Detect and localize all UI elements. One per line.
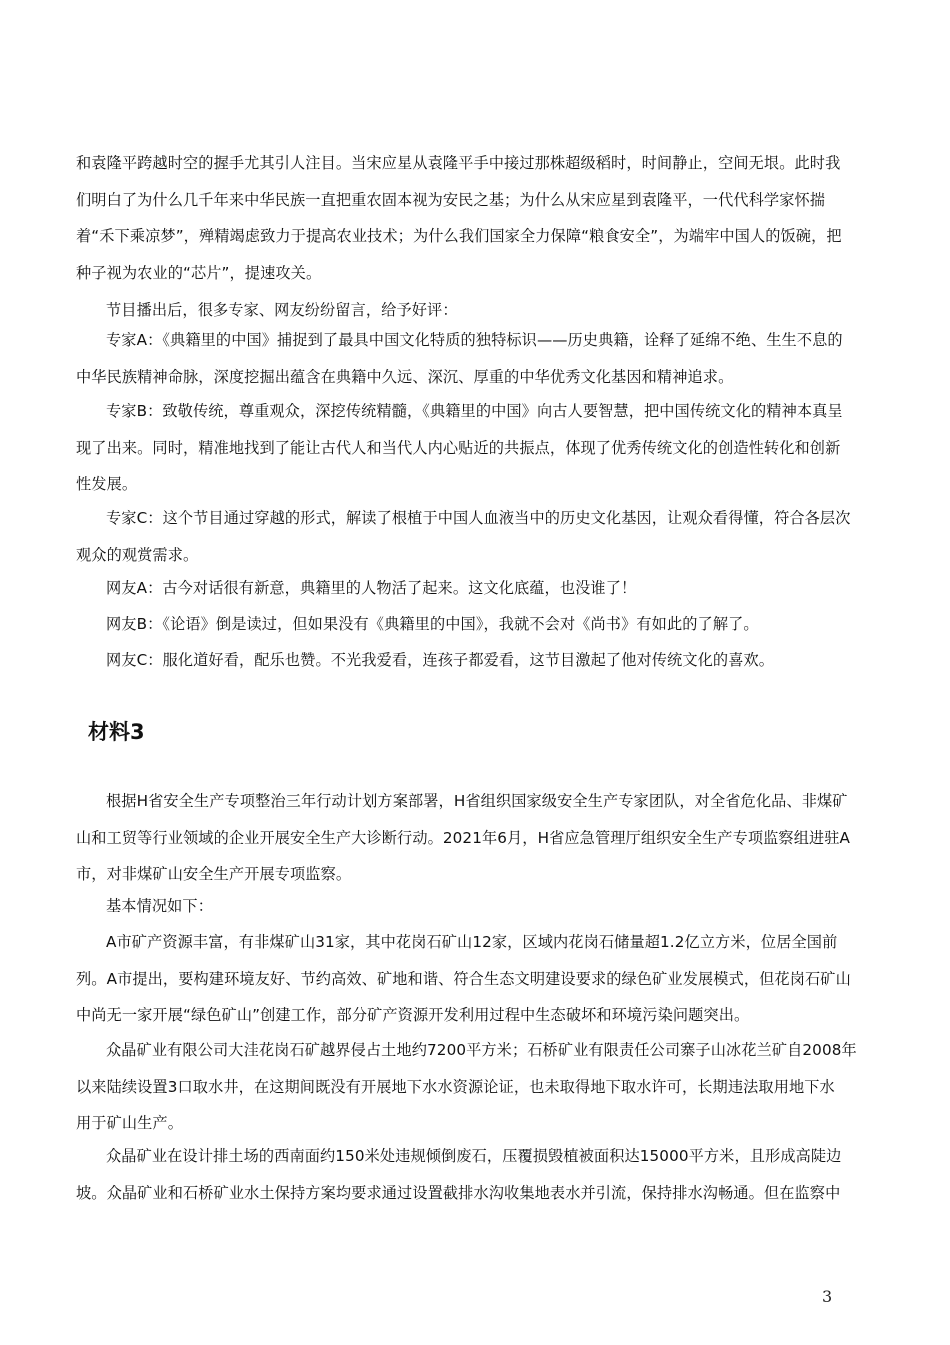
text-line: 现了出来。同时，精准地找到了能让古代人和当代人内心贴近的共振点，体现了优秀传统文化的创造性转化和创新 xyxy=(76,438,841,457)
text-line: 根据H省安全生产专项整治三年行动计划方案部署，H省组织国家级安全生产专家团队，对全省危化品、非煤矿 xyxy=(106,792,848,810)
paragraph-netizen-c xyxy=(76,642,876,679)
text-line: 山和工贸等行业领域的企业开展安全生产大诊断行动。2021年6月，H省应急管理厅组织安全生产专项监察组进驻A xyxy=(76,828,851,847)
text-line: 网友A：古今对话很有新意，典籍里的人物活了起来。这文化底蕴，也没谁了！ xyxy=(106,579,637,597)
text-line: 列。A市提出，要构建环境友好、节约高效、矿地和谐、符合生态文明建设要求的绿色矿业发展模式，但花岗石矿山 xyxy=(76,969,851,988)
text-line: A市矿产资源丰富，有非煤矿山31家，其中花岗石矿山12家，区域内花岗石储量超1.2亿立方米，位居全国前 xyxy=(106,933,838,951)
text-line: 中华民族精神命脉，深度挖掘出蕴含在典籍中久远、深沉、厚重的中华优秀文化基因和精神追求。 xyxy=(76,367,734,386)
text-line: 们明白了为什么几千年来中华民族一直把重农固本视为安民之基；为什么从宋应星到袁隆平，一代代科学家怀揣 xyxy=(76,190,826,209)
paragraph-violations-1 xyxy=(76,1032,876,1142)
text-line: 网友C：服化道好看，配乐也赞。不光我爱看，连孩子都爱看，这节目激起了他对传统文化的喜欢。 xyxy=(106,651,775,669)
text-line: 坡。众晶矿业和石桥矿业水土保持方案均要求通过设置截排水沟收集地表水并引流，保持排水沟畅通。但在监察中 xyxy=(76,1183,841,1202)
paragraph-netizen-a xyxy=(76,570,876,607)
text-line: 以来陆续设置3口取水井，在这期间既没有开展地下水水资源论证，也未取得地下取水许可，长期违法取用地下水 xyxy=(76,1077,835,1096)
text-line: 网友B：《论语》倒是读过，但如果没有《典籍里的中国》，我就不会对《尚书》有如此的了解了。 xyxy=(106,615,759,633)
text-line: 专家C：这个节目通过穿越的形式，解读了根植于中国人血液当中的历史文化基因，让观众看得懂，符合各层次 xyxy=(106,509,851,527)
page-number: 3 xyxy=(822,1287,833,1306)
paragraph-basic-info xyxy=(76,888,876,925)
paragraph-expert-b xyxy=(76,393,876,503)
text-line: 众晶矿业在设计排土场的西南面约150米处违规倾倒废石，压覆损毁植被面积达15000平方米，且形成高陡边 xyxy=(106,1147,842,1165)
text-line: 基本情况如下： xyxy=(106,897,214,915)
text-line: 着“禾下乘凉梦”，殚精竭虑致力于提高农业技术；为什么我们国家全力保障“粮食安全”，为端牢中国人的饭碗，把 xyxy=(76,227,842,246)
text-line: 中尚无一家开展“绿色矿山”创建工作，部分矿产资源开发利用过程中生态破坏和环境污染问题突出。 xyxy=(76,1006,750,1025)
paragraph-expert-c xyxy=(76,500,876,573)
text-line: 和袁隆平跨越时空的握手尤其引人注目。当宋应星从袁隆平手中接过那株超级稻时，时间静止，空间无垠。此时我 xyxy=(76,154,841,172)
section-heading: 材料3 xyxy=(88,720,145,744)
paragraph-netizen-b xyxy=(76,606,876,643)
text-line: 众晶矿业有限公司大洼花岗石矿越界侵占土地约7200平方米；石桥矿业有限责任公司寨子山冰花兰矿自2008年 xyxy=(106,1041,857,1059)
paragraph-expert-a xyxy=(76,322,876,395)
text-line: 观众的观赏需求。 xyxy=(76,545,199,564)
paragraph-summary xyxy=(76,145,876,292)
paragraph-background xyxy=(76,783,876,893)
text-line: 性发展。 xyxy=(76,475,138,494)
text-line: 种子视为农业的“芯片”，提速攻关。 xyxy=(76,264,322,283)
text-line: 专家A：《典籍里的中国》捕捉到了最具中国文化特质的独特标识——历史典籍，诠释了延绵不绝、生生不息的 xyxy=(106,331,843,349)
text-line: 市，对非煤矿山安全生产开展专项监察。 xyxy=(76,865,352,884)
text-line: 专家B：致敬传统，尊重观众，深挖传统精髓，《典籍里的中国》向古人要智慧，把中国传统文化的精神本真呈 xyxy=(106,402,843,420)
paragraph-resources xyxy=(76,924,876,1034)
paragraph-violations-2 xyxy=(76,1138,876,1211)
text-line: 用于矿山生产。 xyxy=(76,1114,184,1133)
text-line: 节目播出后，很多专家、网友纷纷留言，给予好评： xyxy=(106,301,458,319)
